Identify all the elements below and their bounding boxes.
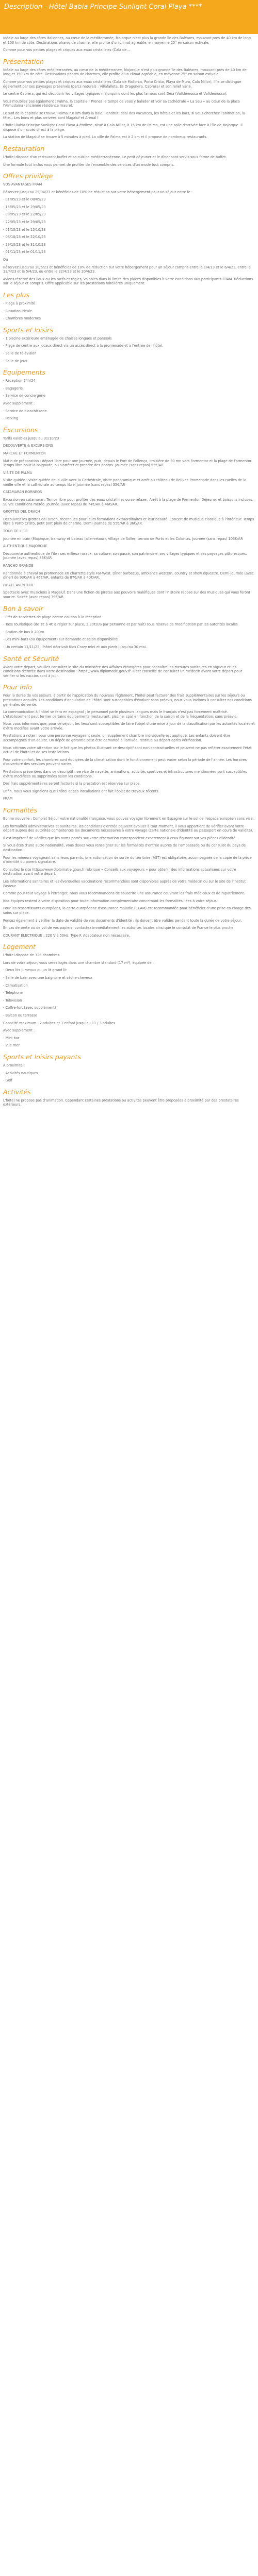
section [3, 34, 255, 53]
paragraph: - 01/10/23 et le 15/10/23 [3, 227, 46, 232]
section-heading: Excursions [3, 426, 38, 434]
paragraph: - Salle de jeux [3, 359, 27, 363]
page-title: Description - Hôtel Babia Principe Sunlight Coral Playa **** [4, 3, 202, 11]
section [3, 145, 255, 167]
paragraph: PIRATE AVENTURE [3, 583, 34, 587]
paragraph: La station de Magaluf se trouve à 5 minutes à pied. La ville de Palma est à 2 km et il propose de nombreux restaurants. [3, 135, 207, 140]
paragraph: En cas de perte ou de vol de vos papiers, contactez immédiatement les autorités locales ainsi que le consulat de France le plus proche. [3, 926, 235, 930]
paragraph: Découvrez les grottes del Drach, reconnues pour leurs formations extraordinaires et leur beauté. Concert de musique classique à l'intérieur. Temps libre à Porto Cristo, petit port plein de charme. Demi-journée de 55€/AR à 36€/AR. [3, 517, 254, 526]
paragraph: - 22/05/23 et le 29/05/23 [3, 220, 46, 225]
paragraph: - Service de conciergerie [3, 394, 46, 398]
paragraph: Pour les ressortissants européens, la carte européenne d'assurance maladie (CEAM) est recommandée pour bénéficier d'une prise en charge des soins sur place. [3, 906, 251, 915]
paragraph: Réservez jusqu'au 29/04/23 et bénéficiez de 10% de réduction sur votre hébergement pour un séjour entre le : [3, 190, 192, 194]
paragraph: - Vue mer [3, 1043, 20, 1048]
paragraph: Comme pour vos petites plages et criques aux eaux cristallines (Cala de... [3, 48, 130, 53]
paragraph: Le sud de la capitale se trouve, Palma 7.8 km dans la baie, l'endroit idéal des vacances, les hôtels et les bars, si vous cherchez l'animation, la fête... Les bons et plus arrivées sont Magaluf et Arenal ! [3, 111, 245, 120]
paragraph: - Service de blanchisserie [3, 409, 47, 413]
paragraph: Les informations sanitaires et les éventuelles vaccinations recommandées sont disponibles auprès de votre médecin ou sur le site de l'Institut Pasteur. [3, 879, 246, 888]
section [3, 683, 255, 801]
paragraph: Visite guidée : visite guidée de la ville avec la Cathédrale, visite panoramique et arrêt au château de Bellver. Promenade dans les ruelles de la vieille ville et la cathédrale au temps libre. Journée (sans repas) 35€/AR [3, 478, 247, 487]
paragraph: L'hôtel dispose de 326 chambres. [3, 953, 61, 958]
paragraph: Avant votre départ, veuillez consulter le site du ministère des Affaires étrangères pour connaître les mesures sanitaires en vigueur et les conditions d'entrée dans votre destination : https://www.diplomatie.gouv.fr. Il est conseillé de consulter un médecin avant votre départ pour vérifier si les vaccins sont à jour. [3, 665, 243, 678]
paragraph: - Station de bus à 200m [3, 630, 44, 634]
paragraph: Nous attirons votre attention sur le fait que les photos illustrant ce descriptif sont non contractuelles et peuvent ne pas refléter exactement l'état actuel de l'hôtel et de ses installations. [3, 745, 252, 755]
section [3, 326, 255, 363]
paragraph: Une formule tout inclus vous permet de profiter de l'ensemble des services d'un mode tout compris. [3, 162, 175, 167]
section-heading: Sports et loisirs payants [3, 1053, 81, 1061]
paragraph: - Salle de télévision [3, 351, 37, 355]
paragraph: - Plage à proximité [3, 301, 36, 306]
paragraph: Capacité maximum : 2 adultes et 1 enfant jusqu'au 11 / 3 adultes [3, 1021, 116, 1025]
paragraph: - Golf [3, 1078, 12, 1083]
paragraph: - Réception 24h/24 [3, 379, 36, 383]
paragraph: - Mini-bar [3, 1036, 20, 1040]
section-heading: Présentation [3, 57, 44, 65]
paragraph: - Un certain 11/11/23, l'hôtel décrivait Kids Crazy mini et aux pieds jusqu'au 30 mai. [3, 645, 147, 649]
paragraph: - Prêt de serviettes de plage contre caution à la réception [3, 615, 102, 619]
paragraph: - Les mini-bars (ou équipement) sur demande et selon disponibilité [3, 637, 118, 642]
paragraph: Nos équipes restent à votre disposition pour toute information complémentaire concernant les formalités liées à votre séjour. [3, 899, 217, 903]
paragraph: - Parking [3, 416, 18, 421]
paragraph: - 08/10/23 et le 22/10/23 [3, 235, 46, 240]
paragraph: Il est impératif de vérifier que les noms portés sur votre réservation correspondent exactement à ceux figurant sur vos pièces d'identité. [3, 836, 237, 840]
paragraph: RANCHO GRANDE [3, 564, 34, 568]
section-heading: Equipements [3, 368, 46, 377]
paragraph: L'hôtel ne propose pas d'animation. Cependant certaines prestations ou activités peuvent être proposées à proximité par des prestataires extérieurs. [3, 1098, 239, 1107]
paragraph: Pour votre confort, les chambres sont équipées de la climatisation dont le fonctionnement peut varier selon la période de l'année. Les horaires d'ouverture des services peuvent varier. [3, 757, 247, 767]
paragraph: AUTHENTIQUE MAJORQUE [3, 544, 47, 549]
paragraph: - Chambres modernes [3, 316, 41, 321]
paragraph: À proximité : [3, 1063, 25, 1067]
paragraph: La communication à l'hôtel se fera en espagnol ; le personnel parle plusieurs langues mais le français n'est pas forcément maîtrisé. L'établissement peut fermer certains équipements (restaurant, piscine, spa) en fonction de la saison et de la fréquentation, sans préavis. [3, 710, 238, 719]
paragraph: Réservez jusqu'au 30/6/23 et bénéficiez de 10% de réduction sur votre hébergement pour un séjour compris entre le 1/4/23 et le 6/4/23, entre le 13/4/23 et le 5/4/23, ou entre le 22/4/23 et le 20/4/23. [3, 265, 251, 274]
paragraph: - Téléphone [3, 991, 23, 995]
paragraph: L'hôtel dispose d'un restaurant buffet et sa cuisine méditerranéenne. Le petit déjeuner et le dîner sont servis sous forme de buffet. [3, 155, 227, 159]
paragraph: Prestations à noter : pour une personne voyageant seule, un supplément chambre individuelle est appliqué. Les enfants doivent être accompagnés d'un adulte. Un dépôt de garantie peut être demandé à l'arrivée, restitué au départ après vérification. [3, 734, 231, 743]
title-banner [0, 0, 258, 34]
paragraph: L'hôtel Bahia Principe Sunlight Coral Playa 4 étoiles*, situé à Cala Millor, à 15 km de Palma, est une salle d'arrivée face à l'île de Majorque. Il dispose d'un accès direct à la plage. [3, 123, 243, 132]
paragraph: Bonne nouvelle : Complet Séjour votre nationalité française, vous pouvez voyager librement en Espagne sur le sol de l'espace européen sans visa. [3, 817, 254, 821]
paragraph: VOS AVANTAGES FRAM [3, 182, 42, 187]
section [3, 172, 255, 286]
paragraph: Nous vous informons que, pour ce séjour, les lieux sont susceptibles de faire l'objet d'une mise à jour de la classification par les autorités locales et d'être modifiés avant votre arrivée. [3, 722, 255, 731]
paragraph: Comme pour vos petites plages et criques aux eaux cristallines (Cala de Mallorca, Porto Cristo, Playa de Muro, Cala Millor), l'île se distingue également par ses paysages préservés (parcs naturels : Villafalleta, Es Dragonera, Cabrera) et son relief varié. [3, 79, 241, 89]
paragraph: - Bagagerie [3, 386, 23, 391]
paragraph: Matin de préparation : départ libre pour une journée, puis, depuis le Port de Pollença, croisière de 30 mn vers Formentor et la plage de Formentor. Temps libre pour la baignade, ou s'arrêter et prendre des photos. Journée (sans repas) 55€/AR [3, 459, 252, 468]
paragraph: Comme pour tout voyage à l'étranger, nous vous recommandons de souscrire une assurance couvrant les frais médicaux et de rapatriement. [3, 891, 245, 896]
section [3, 58, 255, 140]
paragraph: - Activités nautiques [3, 1071, 38, 1075]
paragraph: Lors de votre séjour, vous serez logés dans une chambre standard (17 m²), équipée de : [3, 960, 154, 965]
paragraph: MARCHÉ ET FORMENTOR [3, 451, 46, 455]
paragraph: Idéale au large des côtes italiennes, au cœur de la méditerranée, Majorque n'est plus la grande île des Baléares, mouvant près de 40 km de long et 100 km de côte. Destinations phares de charme, elle profite d'un climat agréable, en moyenne 25° en saison estivale. [3, 36, 251, 45]
paragraph: Excursion en catamaran. Temps libre pour profiter des eaux cristallines ou se relaxer. Arrêt à la plage de Formentor. Déjeuner et boissons incluses. Suivre conditions météo. Journée (avec repas) de 74€/AR à 46€/AR. [3, 498, 253, 506]
paragraph: - Situation idéale [3, 309, 33, 313]
paragraph: COURANT ÉLECTRIQUE : 220 V à 50Hz. Type F. Adaptateur non nécessaire. [3, 933, 130, 938]
paragraph: TOUR DE L'ÎLE [3, 529, 28, 534]
paragraph: - 08/05/23 et le 22/05/23 [3, 212, 46, 217]
paragraph: Spectacle avec musiciens à Magaluf. Dans une fiction de pirates aux pouvoirs maléfiques dont l'histoire repose sur des musiques qui vous feront sourire. Soirée (avec repas) 79€/AR [3, 590, 250, 599]
section-heading: Sports et loisirs [3, 326, 53, 334]
paragraph: GROTTES DEL DRACH [3, 510, 40, 514]
section [3, 368, 255, 421]
paragraph: Pour la durée de vos séjours, à partir de l'application du nouveau règlement, l'hôtel peut facturer des frais supplémentaires sur les séjours ou prestations annulés. Les conditions d'annulation de l'hôtel sont susceptibles d'évoluer sans préavis, nous vous invitons à consulter nos conditions générales de vente. [3, 693, 252, 707]
paragraph: Des frais supplémentaires seront facturés si la prestation est réservée sur place. [3, 782, 141, 786]
section [3, 605, 255, 650]
paragraph: Avec supplément : [3, 1028, 35, 1033]
paragraph: VISITE DE PALMA [3, 470, 33, 475]
section [3, 1088, 255, 1107]
paragraph: DÉCOUVERTE & EXCURSIONS [3, 444, 53, 448]
paragraph: Avec supplément : [3, 401, 35, 405]
paragraph: Pour les mineurs voyageant sans leurs parents, une autorisation de sortie du territoire (AST) est obligatoire, accompagnée de la copie de la pièce d'identité du parent signataire. [3, 855, 252, 865]
document-page [0, 0, 258, 1107]
paragraph: - 01/05/23 et le 08/05/23 [3, 197, 46, 202]
paragraph: Journée en train (Majorque, tramway et bateau (aller-retour), Village de Sóller, terrain de Porto et les Colonias. Journée (sans repas) 105€/AR [3, 536, 243, 541]
paragraph: - Balcon ou terrasse [3, 1013, 38, 1018]
paragraph: Découverte authentique de l'île : ses milieux ruraux, sa culture, son passé, son patrimoine, ses villages typiques et ses paysages pittoresques. Journée (avec repas) 83€/AR [3, 551, 247, 561]
paragraph: Randonnée à cheval ou promenade en charrette style Far-West. Dîner barbecue, ambiance western, country et show équestre. Demi-journée (avec dîner) de 93€/AR à 46€/AR, enfants de 87€/AR à 40€/AR. [3, 571, 254, 580]
paragraph: CATAMARAN BORNEOS [3, 490, 42, 495]
section-heading: Formalités [3, 806, 37, 814]
section-heading: Restauration [3, 144, 45, 152]
section-heading: Pour info [3, 683, 32, 691]
section [3, 806, 255, 938]
section [3, 291, 255, 321]
section [3, 943, 255, 1048]
paragraph: Consultez le site https://www.diplomatie.gouv.fr rubrique « Conseils aux voyageurs » pour obtenir des informations actualisées sur votre destination avant votre départ. [3, 867, 236, 876]
paragraph: - Télévision [3, 998, 22, 1003]
paragraph: Si vous êtes d'une autre nationalité, vous devez vous renseigner sur les formalités d'entrée auprès de l'ambassade ou du consulat du pays de destination. [3, 843, 246, 852]
paragraph: - 01/11/23 et le 01/11/23 [3, 250, 46, 255]
paragraph: Enfin, nous vous signalons que l'hôtel et ses installations ont fait l'objet de travaux récents. [3, 789, 159, 793]
section-heading: Bon à savoir [3, 604, 43, 613]
paragraph: Les formalités administratives et sanitaires, les conditions d'entrée peuvent évoluer à tout moment, il vous appartient de vérifier avant votre départ auprès des autorités compétentes les documents nécessaires à votre voyage (carte nationale d'identité ou passeport en cours de validité). [3, 824, 253, 833]
paragraph: Prestations présentées dans ce descriptif : service de navette, animations, activités sportives et infrastructures mentionnées sont susceptibles d'être modifiées ou supprimées selon les conditions. [3, 770, 247, 778]
paragraph: FRAM [3, 796, 13, 801]
section-heading: Offres privilège [3, 172, 53, 180]
paragraph: - Taxe touristique (de 1€ à 4€ à régler sur place, 3,30€/US par personne et par nuit) sous réserve de modification par les autorités locales [3, 622, 238, 627]
paragraph: - Coffre-fort (avec supplément) [3, 1006, 56, 1010]
section [3, 1053, 255, 1083]
paragraph: Vous n'oubliez pas également : Palma, la capitale ! Prenez le temps de vous y balader et voir sa cathédrale « La Seu » au cœur de la plaza l'Almudaina (ancienne résidence maure). [3, 99, 240, 108]
paragraph: Le centre Cabrera, qui est découvrir les villages typiques majorquins dont les plus fameux sont Deià (Valldemossa et Valldemossa). [3, 92, 228, 96]
paragraph: - 29/10/23 et le 31/10/23 [3, 242, 46, 247]
paragraph: Tarifs valables jusqu'au 31/10/23 [3, 436, 59, 440]
paragraph: - 1 piscine extérieure aménagée de chaises longues et parasols [3, 336, 112, 341]
paragraph: - Deux lits jumeaux ou un lit grand lit [3, 968, 67, 973]
section-heading: Logement [3, 943, 36, 951]
paragraph: Avions réservé des lieux ou les tarifs et règles, valables dans la limite des places disponibles à votre conditions aux participants FRAM. Réductions sur le séjour et compris. Offre applicable sur les prestations hôtelières uniquement. [3, 277, 253, 286]
paragraph: Pensez également à vérifier la date de validité de vos documents d'identité : ils doivent être valides pendant toute la durée de votre séjour. [3, 918, 242, 923]
paragraph: - 15/05/23 et le 29/05/23 [3, 205, 46, 209]
section [3, 426, 255, 600]
section-heading: Santé et Sécurité [3, 654, 59, 663]
section-heading: Les plus [3, 291, 29, 299]
paragraph: - Climatisation [3, 983, 28, 988]
paragraph: - Salle de bain avec une baignoire et sèche-cheveux [3, 976, 92, 980]
document-content [3, 34, 255, 1107]
paragraph: Idéale au large des côtes méditerranées, au cœur de la méditerranée, Majorque n'est plus grande île des Baléares, mouvant près de 40 km de long et 150 km de côte. Destinations phares de charmes, elle profite d'un climat agréable, en moyenne 25° en saison estivale. [3, 67, 247, 77]
section-heading: Activités [3, 1088, 31, 1096]
paragraph: Ou [3, 258, 8, 262]
section [3, 655, 255, 679]
paragraph: - Plage de centre aux locaux direct via un accès direct à la promenade et à l'entrée de l'hôtel. [3, 344, 163, 348]
